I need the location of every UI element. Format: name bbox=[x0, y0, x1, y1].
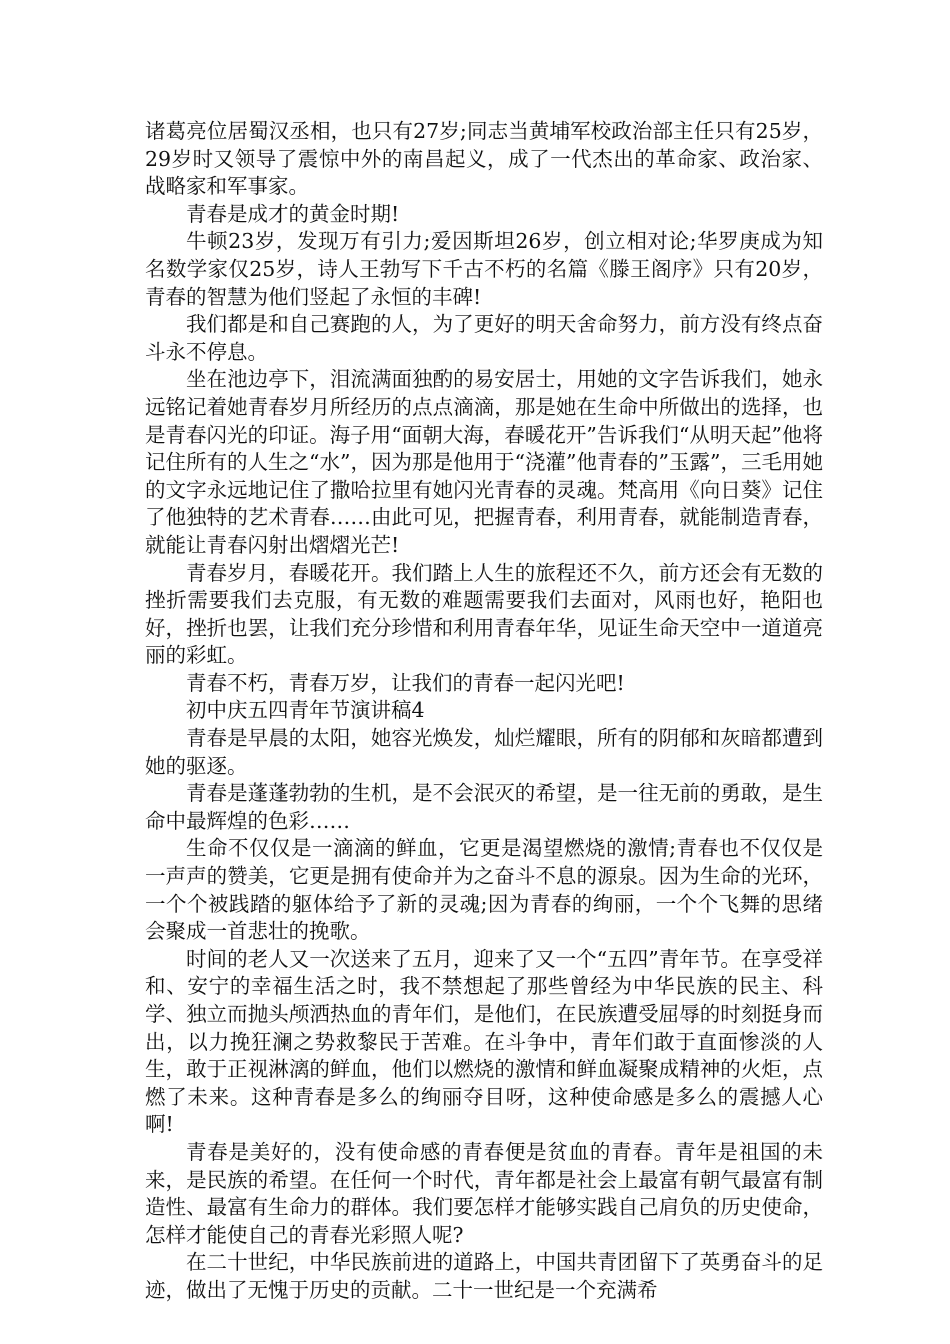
paragraph: 青春是成才的黄金时期! bbox=[186, 201, 400, 226]
paragraph: 诸葛亮位居蜀汉丞相，也只有27岁;同志当黄埔军校政治部主任只有25岁，29岁时又领导了震惊中外的南昌起义，成了一代杰出的革命家、政治家、战略家和军事家。 bbox=[145, 119, 823, 199]
paragraph: 青春是蓬蓬勃勃的生机，是不会泯灭的希望，是一往无前的勇敢，是生命中最辉煌的色彩…… bbox=[145, 781, 823, 833]
section-heading: 初中庆五四青年节演讲稿4 bbox=[186, 698, 425, 723]
paragraph: 我们都是和自己赛跑的人，为了更好的明天舍命努力，前方没有终点奋斗永不停息。 bbox=[145, 312, 823, 364]
paragraph: 青春岁月，春暖花开。我们踏上人生的旅程还不久，前方还会有无数的挫折需要我们去克服，有无数的难题需要我们去面对，风雨也好，艳阳也好，挫折也罢，让我们充分珍惜和利用青春年华，见证生命天空中一道道亮丽的彩虹。 bbox=[145, 560, 823, 668]
paragraph: 坐在池边亭下，泪流满面独酌的易安居士，用她的文字告诉我们，她永远铭记着她青春岁月所经历的点点滴滴，那是她在生命中所做出的选择，也是青春闪光的印证。海子用“面朝大海，春暖花开”告诉我们“从明天起”他将记住所有的人生之“水”，因为那是他用于“浇灌”他青春的”玉露”，三毛用她的文字永远地记住了撒哈拉里有她闪光青春的灵魂。梵高用《向日葵》记住了他独特的艺术青春……由此可见，把握青春，利用青春，就能制造青春，就能让青春闪射出熠熠光芒! bbox=[145, 367, 823, 557]
paragraph: 青春不朽，青春万岁，让我们的青春一起闪光吧! bbox=[186, 670, 625, 695]
paragraph: 青春是早晨的太阳，她容光焕发，灿烂耀眼，所有的阴郁和灰暗都遭到她的驱逐。 bbox=[145, 726, 823, 778]
paragraph: 牛顿23岁，发现万有引力;爱因斯坦26岁，创立相对论;华罗庚成为知名数学家仅25岁，诗人王勃写下千古不朽的名篇《滕王阁序》只有20岁，青春的智慧为他们竖起了永恒的丰碑! bbox=[145, 229, 823, 309]
document-body bbox=[145, 118, 823, 1305]
paragraph: 生命不仅仅是一滴滴的鲜血，它更是渴望燃烧的激情;青春也不仅仅是一声声的赞美，它更是拥有使命并为之奋斗不息的源泉。因为生命的光环，一个个被践踏的躯体给予了新的灵魂;因为青春的绚丽，一个个飞舞的思绪会聚成一首悲壮的挽歌。 bbox=[145, 836, 823, 944]
paragraph: 时间的老人又一次送来了五月，迎来了又一个“五四”青年节。在享受祥和、安宁的幸福生活之时，我不禁想起了那些曾经为中华民族的民主、科学、独立而抛头颅洒热血的青年们，是他们，在民族遭受屈辱的时刻挺身而出，以力挽狂澜之势救黎民于苦难。在斗争中，青年们敢于直面惨淡的人生，敢于正视淋漓的鲜血，他们以燃烧的激情和鲜血凝聚成精神的火炬，点燃了未来。这种青春是多么的绚丽夺目呀，这种使命感是多么的震撼人心啊! bbox=[145, 946, 823, 1137]
paragraph: 在二十世纪，中华民族前进的道路上，中国共青团留下了英勇奋斗的足迹，做出了无愧于历史的贡献。二十一世纪是一个充满希 bbox=[145, 1250, 823, 1302]
paragraph: 青春是美好的，没有使命感的青春便是贫血的青春。青年是祖国的未来，是民族的希望。在任何一个时代，青年都是社会上最富有朝气最富有制造性、最富有生命力的群体。我们要怎样才能够实践自己肩负的历史使命，怎样才能使自己的青春光彩照人呢? bbox=[145, 1139, 823, 1247]
